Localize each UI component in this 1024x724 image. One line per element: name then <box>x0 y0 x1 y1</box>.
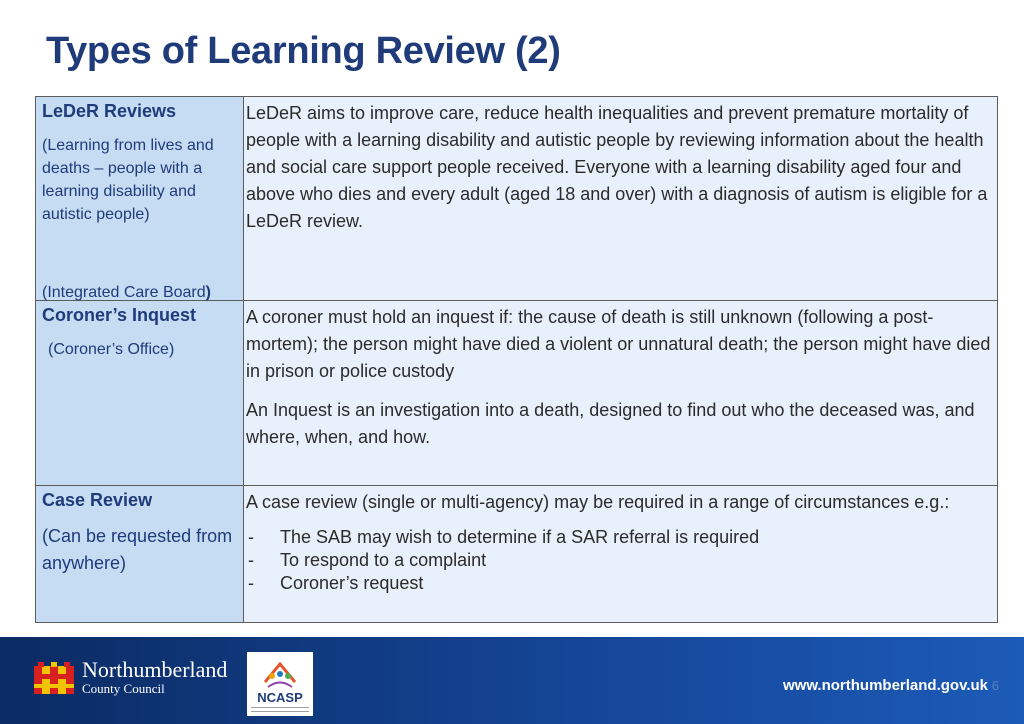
table-row <box>36 97 998 301</box>
bullet-marker: - <box>248 550 254 570</box>
review-type-heading: LeDeR Reviews <box>42 101 177 121</box>
review-type-cell <box>36 301 244 486</box>
table-row <box>36 301 998 486</box>
review-description: A coroner must hold an inquest if: the cause of death is still unknown (following a post-mortem); the person might have died a violent or unnatural death; the person might have died in prison or police custody <box>246 307 991 381</box>
list-item-text: The SAB may wish to determine if a SAR referral is required <box>280 527 760 547</box>
footer-bar <box>0 637 1024 724</box>
review-type-cell <box>36 97 244 301</box>
house-people-icon <box>247 652 313 692</box>
list-item <box>246 549 991 572</box>
logo-council: County Council <box>82 681 165 696</box>
review-type-heading: Coroner’s Inquest <box>42 305 197 325</box>
list-item-text: To respond to a complaint <box>280 550 487 570</box>
review-owner <box>42 284 211 302</box>
northumberland-logo[interactable] <box>34 659 227 696</box>
review-description: A case review (single or multi-agency) may be required in a range of circumstances e.g.: <box>246 492 950 512</box>
review-types-table <box>35 96 998 623</box>
review-type-subtitle: (Coroner’s Office) <box>48 341 175 358</box>
list-item-text: Coroner’s request <box>280 573 424 593</box>
logo-tagline-lines <box>251 707 309 712</box>
partner-logo-text: NCASP <box>257 690 303 705</box>
website-link[interactable]: www.northumberland.gov.uk <box>782 677 988 694</box>
list-item <box>246 572 991 595</box>
review-type-subtitle: (Can be requested from anywhere) <box>42 526 233 573</box>
bullet-marker: - <box>248 573 254 593</box>
ncasp-logo[interactable] <box>247 652 313 716</box>
page-number: 6 <box>991 678 999 693</box>
review-type-cell <box>36 486 244 623</box>
review-description-cell <box>244 97 998 301</box>
bullet-list <box>246 526 991 595</box>
review-description-cell <box>244 301 998 486</box>
review-owner-close: ) <box>205 284 211 301</box>
review-description-cell <box>244 486 998 623</box>
slide-title: Types of Learning Review (2) <box>46 30 561 72</box>
list-item <box>246 526 991 549</box>
logo-name: Northumberland <box>82 657 228 682</box>
review-description: LeDeR aims to improve care, reduce health inequalities and prevent premature mortality of people with a learning disability and autistic people by reviewing information about the health and social care support people received. Everyone with a learning disability aged four and above who dies and every adult (aged 18 and over) with a diagnosis of autism is eligible for a LeDeR review. <box>246 103 988 231</box>
northumberland-flag-icon <box>34 662 74 694</box>
review-type-heading: Case Review <box>42 490 153 510</box>
review-owner-text: (Integrated Care Board <box>42 284 206 301</box>
review-type-subtitle: (Learning from lives and deaths – people with a learning disability and autistic people) <box>42 137 214 223</box>
review-description: An Inquest is an investigation into a death, designed to find out who the deceased was, and where, when, and how. <box>246 400 975 447</box>
table-row <box>36 486 998 623</box>
bullet-marker: - <box>248 527 254 547</box>
